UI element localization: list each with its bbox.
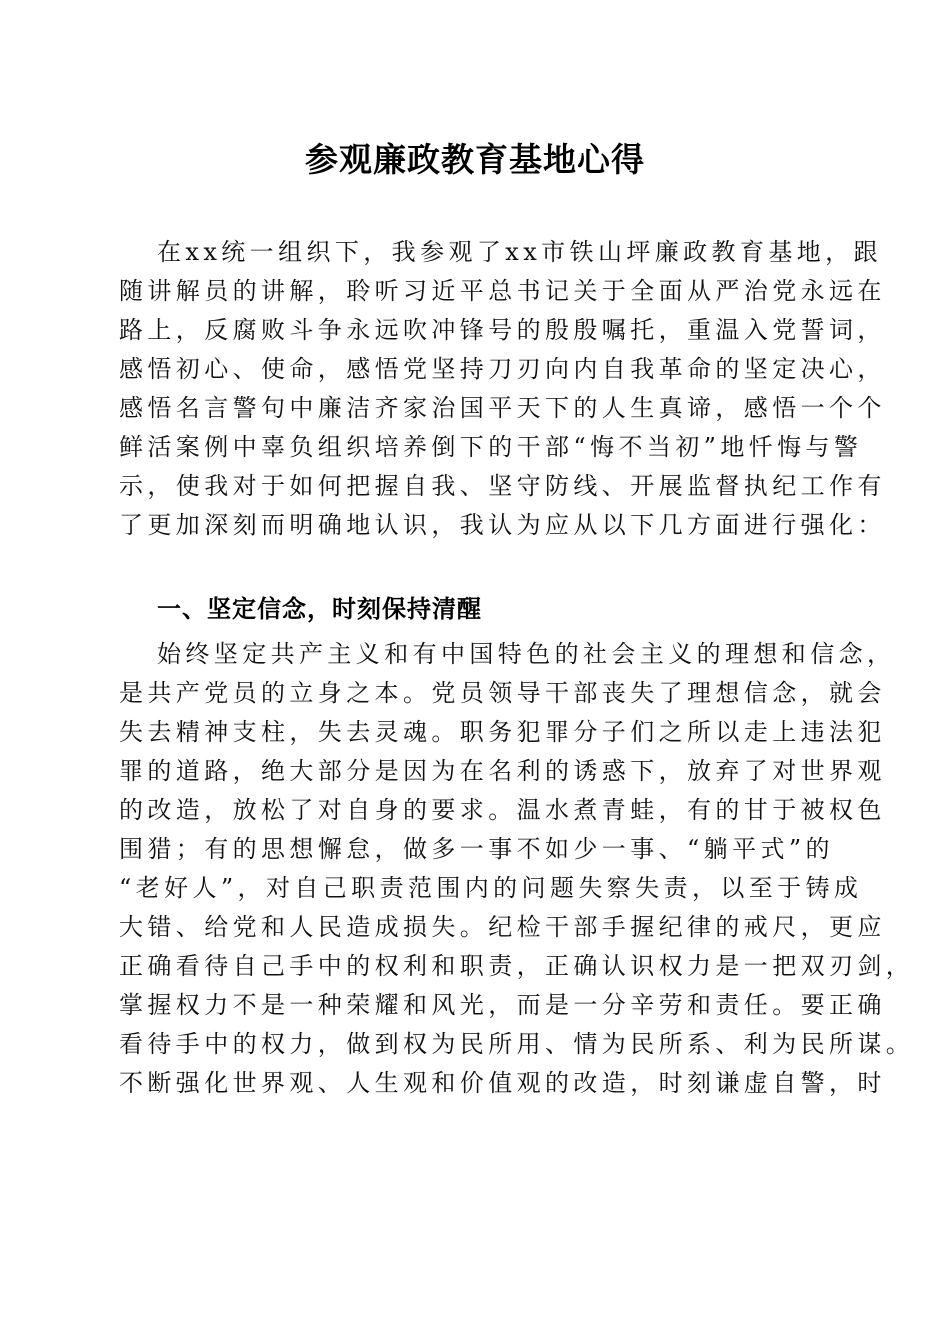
text-line: 示，使我对于如何把握自我、坚守防线、开展监督执纪工作有 — [119, 472, 886, 500]
text-line: 大错、给党和人民造成损失。纪检干部手握纪律的戒尺，更应 — [119, 913, 886, 941]
text-line: 看待手中的权力，做到权为民所用、情为民所系、利为民所谋。 — [119, 1030, 915, 1058]
document-title: 参观廉政教育基地心得 — [305, 140, 645, 179]
section-paragraph — [119, 635, 915, 1103]
intro-paragraph — [119, 233, 886, 545]
text-line: 在xx统一组织下，我参观了xx市铁山坪廉政教育基地，跟 — [157, 238, 882, 266]
text-line: 不断强化世界观、人生观和价值观的改造，时刻谦虚自警，时 — [119, 1069, 886, 1097]
text-line: 的改造，放松了对自身的要求。温水煮青蛙，有的甘于被权色 — [119, 796, 886, 824]
text-line: 随讲解员的讲解，聆听习近平总书记关于全面从严治党永远在 — [119, 277, 886, 305]
section-heading: 一、坚定信念，时刻保持清醒 — [157, 595, 482, 623]
text-line: 感悟名言警句中廉洁齐家治国平天下的人生真谛，感悟一个个 — [119, 394, 886, 422]
text-line: 了更加深刻而明确地认识，我认为应从以下几方面进行强化： — [119, 511, 886, 539]
text-line: 失去精神支柱，失去灵魂。职务犯罪分子们之所以走上违法犯 — [119, 718, 886, 746]
text-line: 掌握权力不是一种荣耀和风光，而是一分辛劳和责任。要正确 — [119, 991, 886, 1019]
text-line: 感悟初心、使命，感悟党坚持刀刃向内自我革命的坚定决心， — [119, 355, 886, 383]
text-line: 罪的道路，绝大部分是因为在名利的诱惑下，放弃了对世界观 — [119, 757, 886, 785]
text-line: 围猎；有的思想懈怠，做多一事不如少一事、“躺平式”的 — [119, 835, 834, 863]
text-line: 始终坚定共产主义和有中国特色的社会主义的理想和信念， — [157, 640, 896, 668]
text-line: 正确看待自己手中的权利和职责，正确认识权力是一把双刃剑， — [119, 952, 915, 980]
text-line: 鲜活案例中辜负组织培养倒下的干部“悔不当初”地忏悔与警 — [119, 433, 863, 461]
text-line: “老好人”，对自己职责范围内的问题失察失责，以至于铸成 — [119, 874, 863, 902]
text-line: 路上，反腐败斗争永远吹冲锋号的殷殷嘱托，重温入党誓词， — [119, 316, 886, 344]
text-line: 是共产党员的立身之本。党员领导干部丧失了理想信念，就会 — [119, 679, 886, 707]
